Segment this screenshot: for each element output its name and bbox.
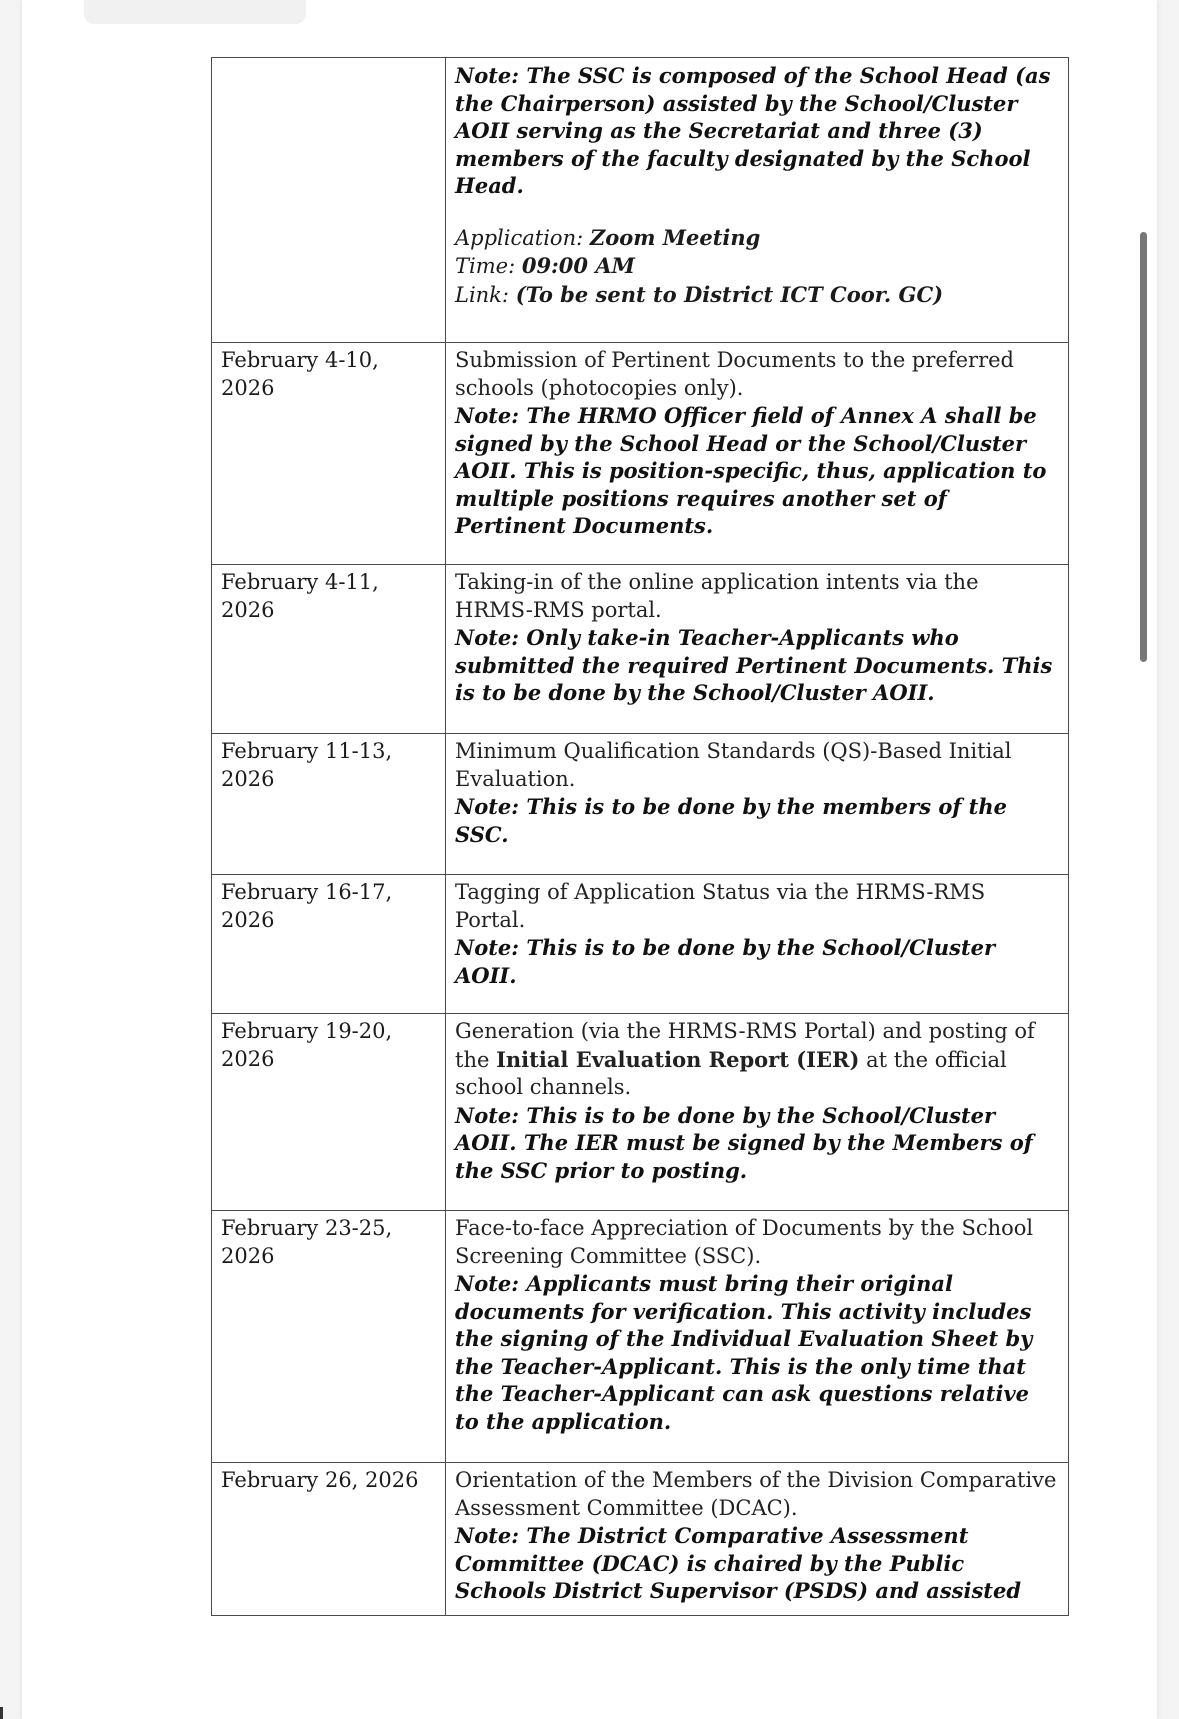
activity-description: Face-to-face Appreciation of Documents by the School Screening Committee (SSC). xyxy=(455,1216,1034,1268)
table-row xyxy=(212,58,1069,343)
activity-note: Note: The HRMO Officer field of Annex A shall be signed by the School Head or the School/Cluster AOII. This is position-specific, thus, application to multiple positions requires another set of Pertinent Documents. xyxy=(455,403,1047,538)
date-cell: February 4-11, 2026 xyxy=(212,565,446,734)
table-row xyxy=(212,1014,1069,1211)
document-page xyxy=(22,0,1157,1719)
table-row xyxy=(212,875,1069,1014)
date-cell: February 4-10, 2026 xyxy=(212,343,446,565)
time-value: 09:00 AM xyxy=(521,253,635,278)
activity-description: Tagging of Application Status via the HRMS-RMS Portal. xyxy=(455,880,986,932)
application-line: Application: Zoom Meeting xyxy=(455,224,761,250)
vertical-scrollbar[interactable] xyxy=(1140,232,1147,662)
table-row xyxy=(212,1211,1069,1463)
table-row xyxy=(212,1463,1069,1616)
link-line: Link: (To be sent to District ICT Coor. GC) xyxy=(455,281,944,307)
ier-term: Initial Evaluation Report (IER) xyxy=(496,1046,860,1072)
date-cell: February 19-20, 2026 xyxy=(212,1014,446,1211)
activity-description: Submission of Pertinent Documents to the preferred schools (photocopies only). xyxy=(455,348,1014,400)
activity-cell xyxy=(446,343,1069,565)
activity-cell xyxy=(446,565,1069,734)
activity-note: Note: This is to be done by the members of the SSC. xyxy=(455,794,1008,847)
date-cell: February 26, 2026 xyxy=(212,1463,446,1616)
table-row xyxy=(212,343,1069,565)
window-edge xyxy=(0,1707,3,1719)
table-row xyxy=(212,734,1069,875)
activity-description: Taking-in of the online application intents via the HRMS-RMS portal. xyxy=(455,570,979,622)
activity-note: Note: Only take-in Teacher-Applicants who submitted the required Pertinent Documents. This is to be done by the School/Cluster AOII. xyxy=(455,625,1053,705)
date-cell: February 16-17, 2026 xyxy=(212,875,446,1014)
activity-note: Note: The SSC is composed of the School Head (as the Chairperson) assisted by the School/Cluster AOII serving as the Secretariat and three (3) members of the faculty designated by the School Head. xyxy=(455,63,1051,198)
activity-note: Note: Applicants must bring their original documents for verification. This activity includes the signing of the Individual Evaluation Sheet by the Teacher-Applicant. This is the only time that the Teacher-Applicant can ask questions relative to the application. xyxy=(455,1271,1033,1434)
activity-cell xyxy=(446,1463,1069,1616)
link-value: (To be sent to District ICT Coor. GC) xyxy=(515,281,944,307)
date-cell xyxy=(212,58,446,343)
activity-description: Orientation of the Members of the Division Comparative Assessment Committee (DCAC). xyxy=(455,1468,1057,1520)
date-cell: February 11-13, 2026 xyxy=(212,734,446,875)
date-cell: February 23-25, 2026 xyxy=(212,1211,446,1463)
activity-cell xyxy=(446,734,1069,875)
activity-description: Generation (via the HRMS-RMS Portal) and posting of the Initial Evaluation Report (IER) at the official school channels. xyxy=(455,1019,1035,1099)
toolbar-tab[interactable] xyxy=(84,0,306,24)
activity-description: Minimum Qualification Standards (QS)-Based Initial Evaluation. xyxy=(455,739,1012,791)
activity-note: Note: This is to be done by the School/Cluster AOII. xyxy=(455,935,996,988)
activity-cell xyxy=(446,1014,1069,1211)
time-line: Time: 09:00 AM xyxy=(455,253,635,278)
activity-note: Note: This is to be done by the School/Cluster AOII. The IER must be signed by the Members of the SSC prior to posting. xyxy=(455,1102,1033,1183)
activity-cell xyxy=(446,875,1069,1014)
activity-note: Note: The District Comparative Assessment Committee (DCAC) is chaired by the Public Schools District Supervisor (PSDS) and assisted xyxy=(455,1523,1022,1603)
application-value: Zoom Meeting xyxy=(589,224,761,250)
table-row xyxy=(212,565,1069,734)
activity-cell xyxy=(446,1211,1069,1463)
activity-cell xyxy=(446,58,1069,343)
schedule-table xyxy=(211,57,1069,1616)
